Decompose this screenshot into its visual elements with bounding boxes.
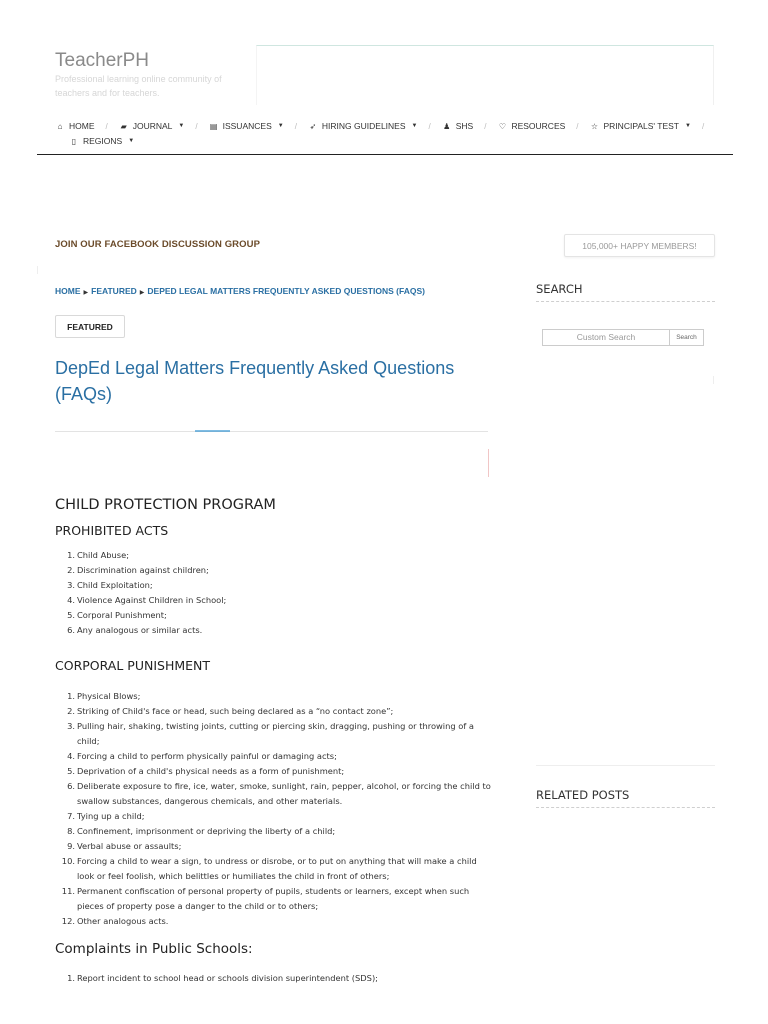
main-nav [55, 119, 715, 149]
nav-row [69, 134, 715, 149]
star-icon: ☆ [590, 122, 599, 131]
corporal-punishment-heading: CORPORAL PUNISHMENT [55, 658, 211, 673]
related-posts-title: RELATED POSTS [536, 788, 715, 808]
nav-separator: / [105, 122, 108, 131]
breadcrumb [55, 286, 425, 296]
nav-item-label: PRINCIPALS' TEST [603, 121, 679, 131]
list-item: Forcing a child to perform physically painful or damaging acts; [77, 751, 337, 761]
list-item: Report incident to school head or schools division superintendent (SDS); [77, 973, 378, 983]
newspaper-icon: ▤ [209, 122, 218, 131]
complaints-list [55, 971, 491, 986]
nav-item-label: REGIONS [83, 136, 123, 146]
nav-divider [37, 154, 733, 155]
members-button[interactable]: 105,000+ HAPPY MEMBERS! [564, 234, 715, 257]
nav-item-label: ISSUANCES [222, 121, 272, 131]
list-item: Any analogous or similar acts. [77, 625, 203, 635]
post-title: DepEd Legal Matters Frequently Asked Questions (FAQs) [55, 358, 455, 404]
nav-item-home[interactable] [55, 119, 95, 134]
sidebar-related-section [536, 788, 715, 808]
complaints-heading: Complaints in Public Schools: [55, 941, 253, 957]
paper-plane-icon: ➶ [309, 122, 317, 131]
map-icon: ▯ [71, 137, 77, 146]
list-item: Deprivation of a child's physical needs as a form of punishment; [77, 766, 345, 776]
nav-separator: / [576, 122, 579, 131]
sidebar-search-section [536, 282, 715, 302]
caret-down-icon: ▼ [178, 123, 185, 129]
nav-row [55, 119, 715, 134]
list-item: Other analogous acts. [77, 916, 169, 926]
home-icon: ⌂ [57, 122, 63, 131]
breadcrumb-current[interactable]: DEPED LEGAL MATTERS FREQUENTLY ASKED QUESTIONS (FAQS) [147, 286, 425, 296]
list-item: Tying up a child; [77, 811, 145, 821]
folder-icon: ▰ [120, 122, 127, 131]
breadcrumb-home[interactable]: HOME [55, 286, 81, 296]
list-item: Violence Against Children in School; [77, 595, 227, 605]
list-item: Discrimination against children; [77, 565, 209, 575]
nav-separator: / [701, 122, 705, 131]
list-item: Corporal Punishment; [77, 610, 167, 620]
nav-item-issuances[interactable] [209, 119, 284, 134]
nav-item-resources[interactable] [497, 119, 565, 134]
prohibited-acts-list [55, 548, 491, 638]
caret-down-icon: ▼ [277, 123, 284, 129]
breadcrumb-arrow-icon: ▶ [83, 290, 89, 296]
search-widget-title: SEARCH [536, 282, 715, 302]
caret-down-icon: ▼ [684, 123, 691, 129]
list-item: Physical Blows; [77, 691, 141, 701]
list-item: Deliberate exposure to fire, ice, water, smoke, sunlight, rain, pepper, alcohol, or forcing the child to swallow substances, dangerous chemicals, and other materials. [77, 781, 491, 806]
site-title[interactable]: TeacherPH [55, 50, 149, 71]
heart-icon: ♡ [498, 122, 507, 131]
nav-item-hiring-guidelines[interactable] [308, 119, 418, 134]
caret-down-icon: ▼ [411, 123, 418, 129]
nav-item-shs[interactable] [442, 119, 473, 134]
list-item: Verbal abuse or assaults; [77, 841, 182, 851]
breadcrumb-arrow-icon: ▶ [139, 290, 145, 296]
caret-down-icon: ▼ [128, 138, 135, 144]
divider [37, 266, 38, 274]
nav-item-label: HOME [69, 121, 95, 131]
facebook-group-link[interactable]: JOIN OUR FACEBOOK DISCUSSION GROUP [55, 239, 261, 250]
list-item: Forcing a child to wear a sign, to undress or disrobe, or to put on anything that will make a child look or feel foolish, which belittles or humiliates the child in front of others; [77, 856, 477, 881]
nav-item-label: RESOURCES [511, 121, 566, 131]
nav-separator: / [428, 122, 431, 131]
list-item: Child Abuse; [77, 550, 129, 560]
list-item: Pulling hair, shaking, twisting joints, cutting or piercing skin, dragging, pushing or throwing of a child; [77, 721, 474, 746]
post-content [55, 497, 491, 998]
site-tagline: Professional learning online community of teachers and for teachers. [55, 74, 222, 98]
nav-separator: / [294, 122, 297, 131]
nav-separator: / [484, 122, 487, 131]
list-item: Permanent confiscation of personal property of pupils, students or learners, except when such pieces of property pose a danger to the child or to others; [77, 886, 470, 911]
divider [536, 765, 715, 766]
featured-image-accent [195, 430, 230, 432]
featured-image-edge [488, 449, 489, 477]
nav-item-principals-test[interactable] [590, 119, 691, 134]
featured-image-border [55, 431, 488, 432]
list-item: Child Exploitation; [77, 580, 153, 590]
nav-separator: / [195, 122, 198, 131]
list-item: Confinement, imprisonment or depriving the liberty of a child; [77, 826, 336, 836]
list-item: Striking of Child's face or head, such being declared as a “no contact zone”; [77, 706, 394, 716]
nav-item-journal[interactable] [119, 119, 185, 134]
nav-item-label: HIRING GUIDELINES [321, 121, 406, 131]
search-button[interactable]: Search [670, 329, 704, 346]
breadcrumb-featured[interactable]: FEATURED [91, 286, 137, 296]
users-icon: ♟ [443, 122, 451, 131]
nav-item-label: SHS [455, 121, 474, 131]
prohibited-acts-heading: PROHIBITED ACTS [55, 523, 169, 538]
header-ad-slot [256, 45, 714, 105]
nav-item-regions[interactable] [69, 134, 134, 149]
search-input[interactable]: Custom Search [542, 329, 670, 346]
nav-item-label: JOURNAL [132, 121, 173, 131]
corporal-punishment-list [55, 689, 491, 929]
category-tag-button[interactable]: FEATURED [55, 315, 125, 338]
section-heading: CHILD PROTECTION PROGRAM [55, 497, 276, 513]
search-form [542, 329, 704, 346]
divider [713, 376, 714, 384]
